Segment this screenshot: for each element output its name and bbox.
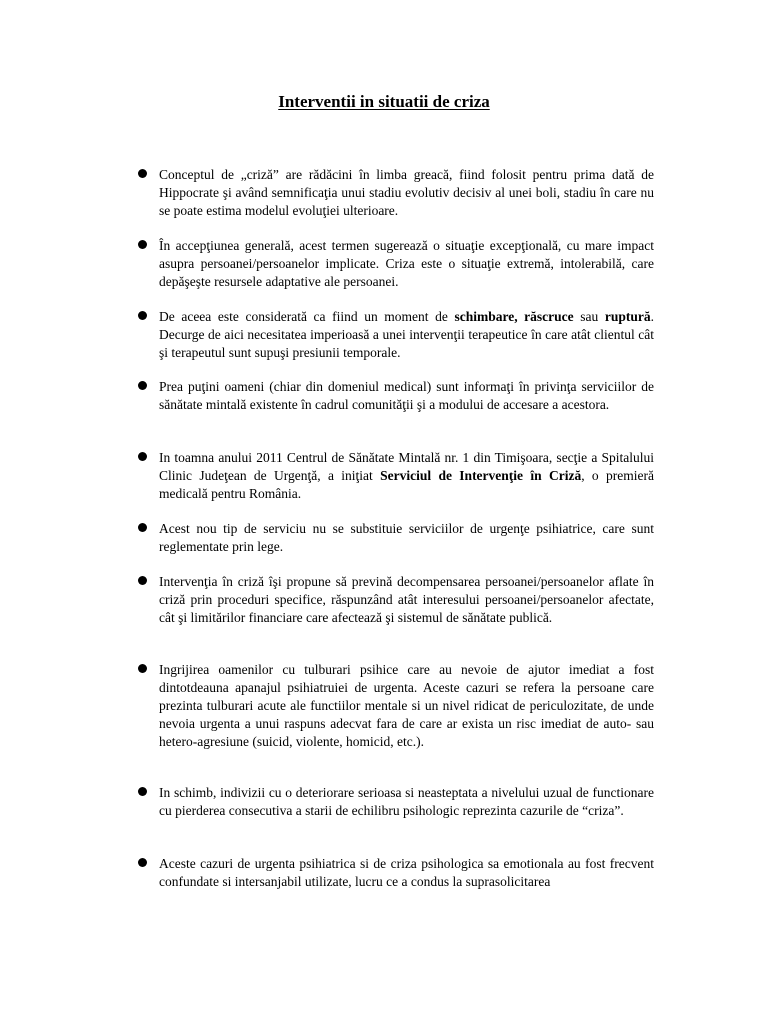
bullet-icon (138, 452, 147, 461)
bold-term-serviciul: Serviciul de Intervenţie în Criză (380, 468, 582, 483)
list-item (159, 661, 654, 751)
paragraph-text: Prea puţini oameni (chiar din domeniul medical) sunt informaţi în privinţa serviciilor de sănătate mintală existente în cadrul comunităţii şi a modului de accesare a acestora. (159, 379, 654, 412)
bullet-icon (138, 858, 147, 867)
bullet-icon (138, 523, 147, 532)
bold-term-schimbare: schimbare, răscruce (454, 309, 574, 324)
paragraph-text: De aceea este considerată ca fiind un moment de (159, 309, 455, 324)
bullet-icon (138, 576, 147, 585)
paragraph-text: Ingrijirea oamenilor cu tulburari psihice care au nevoie de ajutor imediat a fost dintotdeauna apanajul psihiatruiei de urgenta. Aceste cazuri se refera la persoane care prezinta tulburari acute ale functiilor mentale si un nivel ridicat de periculozitate, de unde nevoia urgenta a unui raspuns adecvat fara de care ar exista un risc imediat de auto- sau hetero-agresiune (suicid, violente, homicid, etc.). (159, 662, 654, 749)
paragraph-text: În accepţiunea generală, acest termen sugerează o situaţie excepţională, cu mare impact asupra persoanei/persoanelor implicate. Criza este o situaţie extremă, intolerabilă, care depăşeşte resursele adaptative ale persoanei. (159, 238, 654, 289)
bullet-icon (138, 787, 147, 796)
paragraph-text: sau (573, 309, 605, 324)
bullet-icon (138, 311, 147, 320)
list-item (159, 520, 654, 556)
list-item (159, 237, 654, 291)
paragraph-text: Aceste cazuri de urgenta psihiatrica si de criza psihologica sa emotionala au fost frecvent confundate si intersanjabil utilizate, lucru ce a condus la suprasolicitarea (159, 856, 654, 889)
paragraph-text: Conceptul de „criză” are rădăcini în limba greacă, fiind folosit pentru prima dată de Hippocrate şi având semnificaţia unui stadiu evolutiv decisiv al unei boli, stadiu în care nu se poate estima modelul evoluţiei ulterioare. (159, 167, 654, 218)
list-item (159, 166, 654, 220)
list-item (159, 378, 654, 414)
bold-term-ruptura: ruptură (604, 309, 651, 324)
paragraph-text: In toamna anului 2011 Centrul de Sănătate Mintală nr. 1 din Timişoara, secţie a Spitalului Clinic Judeţean de Urgenţă, a iniţiat (159, 450, 654, 483)
list-item (159, 308, 654, 362)
bullet-icon (138, 240, 147, 249)
paragraph-text: Acest nou tip de serviciu nu se substituie serviciilor de urgenţe psihiatrice, care sunt reglementate prin lege. (159, 521, 654, 554)
paragraph-text: , o premieră medicală pentru România. (159, 468, 654, 501)
list-item (159, 784, 654, 820)
bullet-icon (138, 381, 147, 390)
list-item (159, 855, 654, 891)
document-title: Interventii in situatii de criza (278, 92, 490, 111)
list-item (159, 449, 654, 503)
paragraph-text: . Decurge de aici necesitatea imperioasă a unei intervenţii terapeutice în care atât clientul cât şi terapeutul sunt supuşi presiunii temporale. (159, 309, 654, 360)
list-item (159, 573, 654, 627)
paragraph-text: In schimb, indivizii cu o deteriorare serioasa si neasteptata a nivelului uzual de functionare cu pierderea consecutiva a starii de echilibru psihologic reprezinta cazurile de “criza”. (159, 785, 654, 818)
bullet-icon (138, 169, 147, 178)
paragraph-text: Intervenţia în criză îşi propune să prevină decompensarea persoanei/persoanelor aflate în criză prin proceduri specifice, răspunzând atât interesului persoanei/persoanelor afectate, cât şi limitărilor financiare care afectează şi sistemul de sănătate publică. (159, 574, 654, 625)
bullet-icon (138, 664, 147, 673)
